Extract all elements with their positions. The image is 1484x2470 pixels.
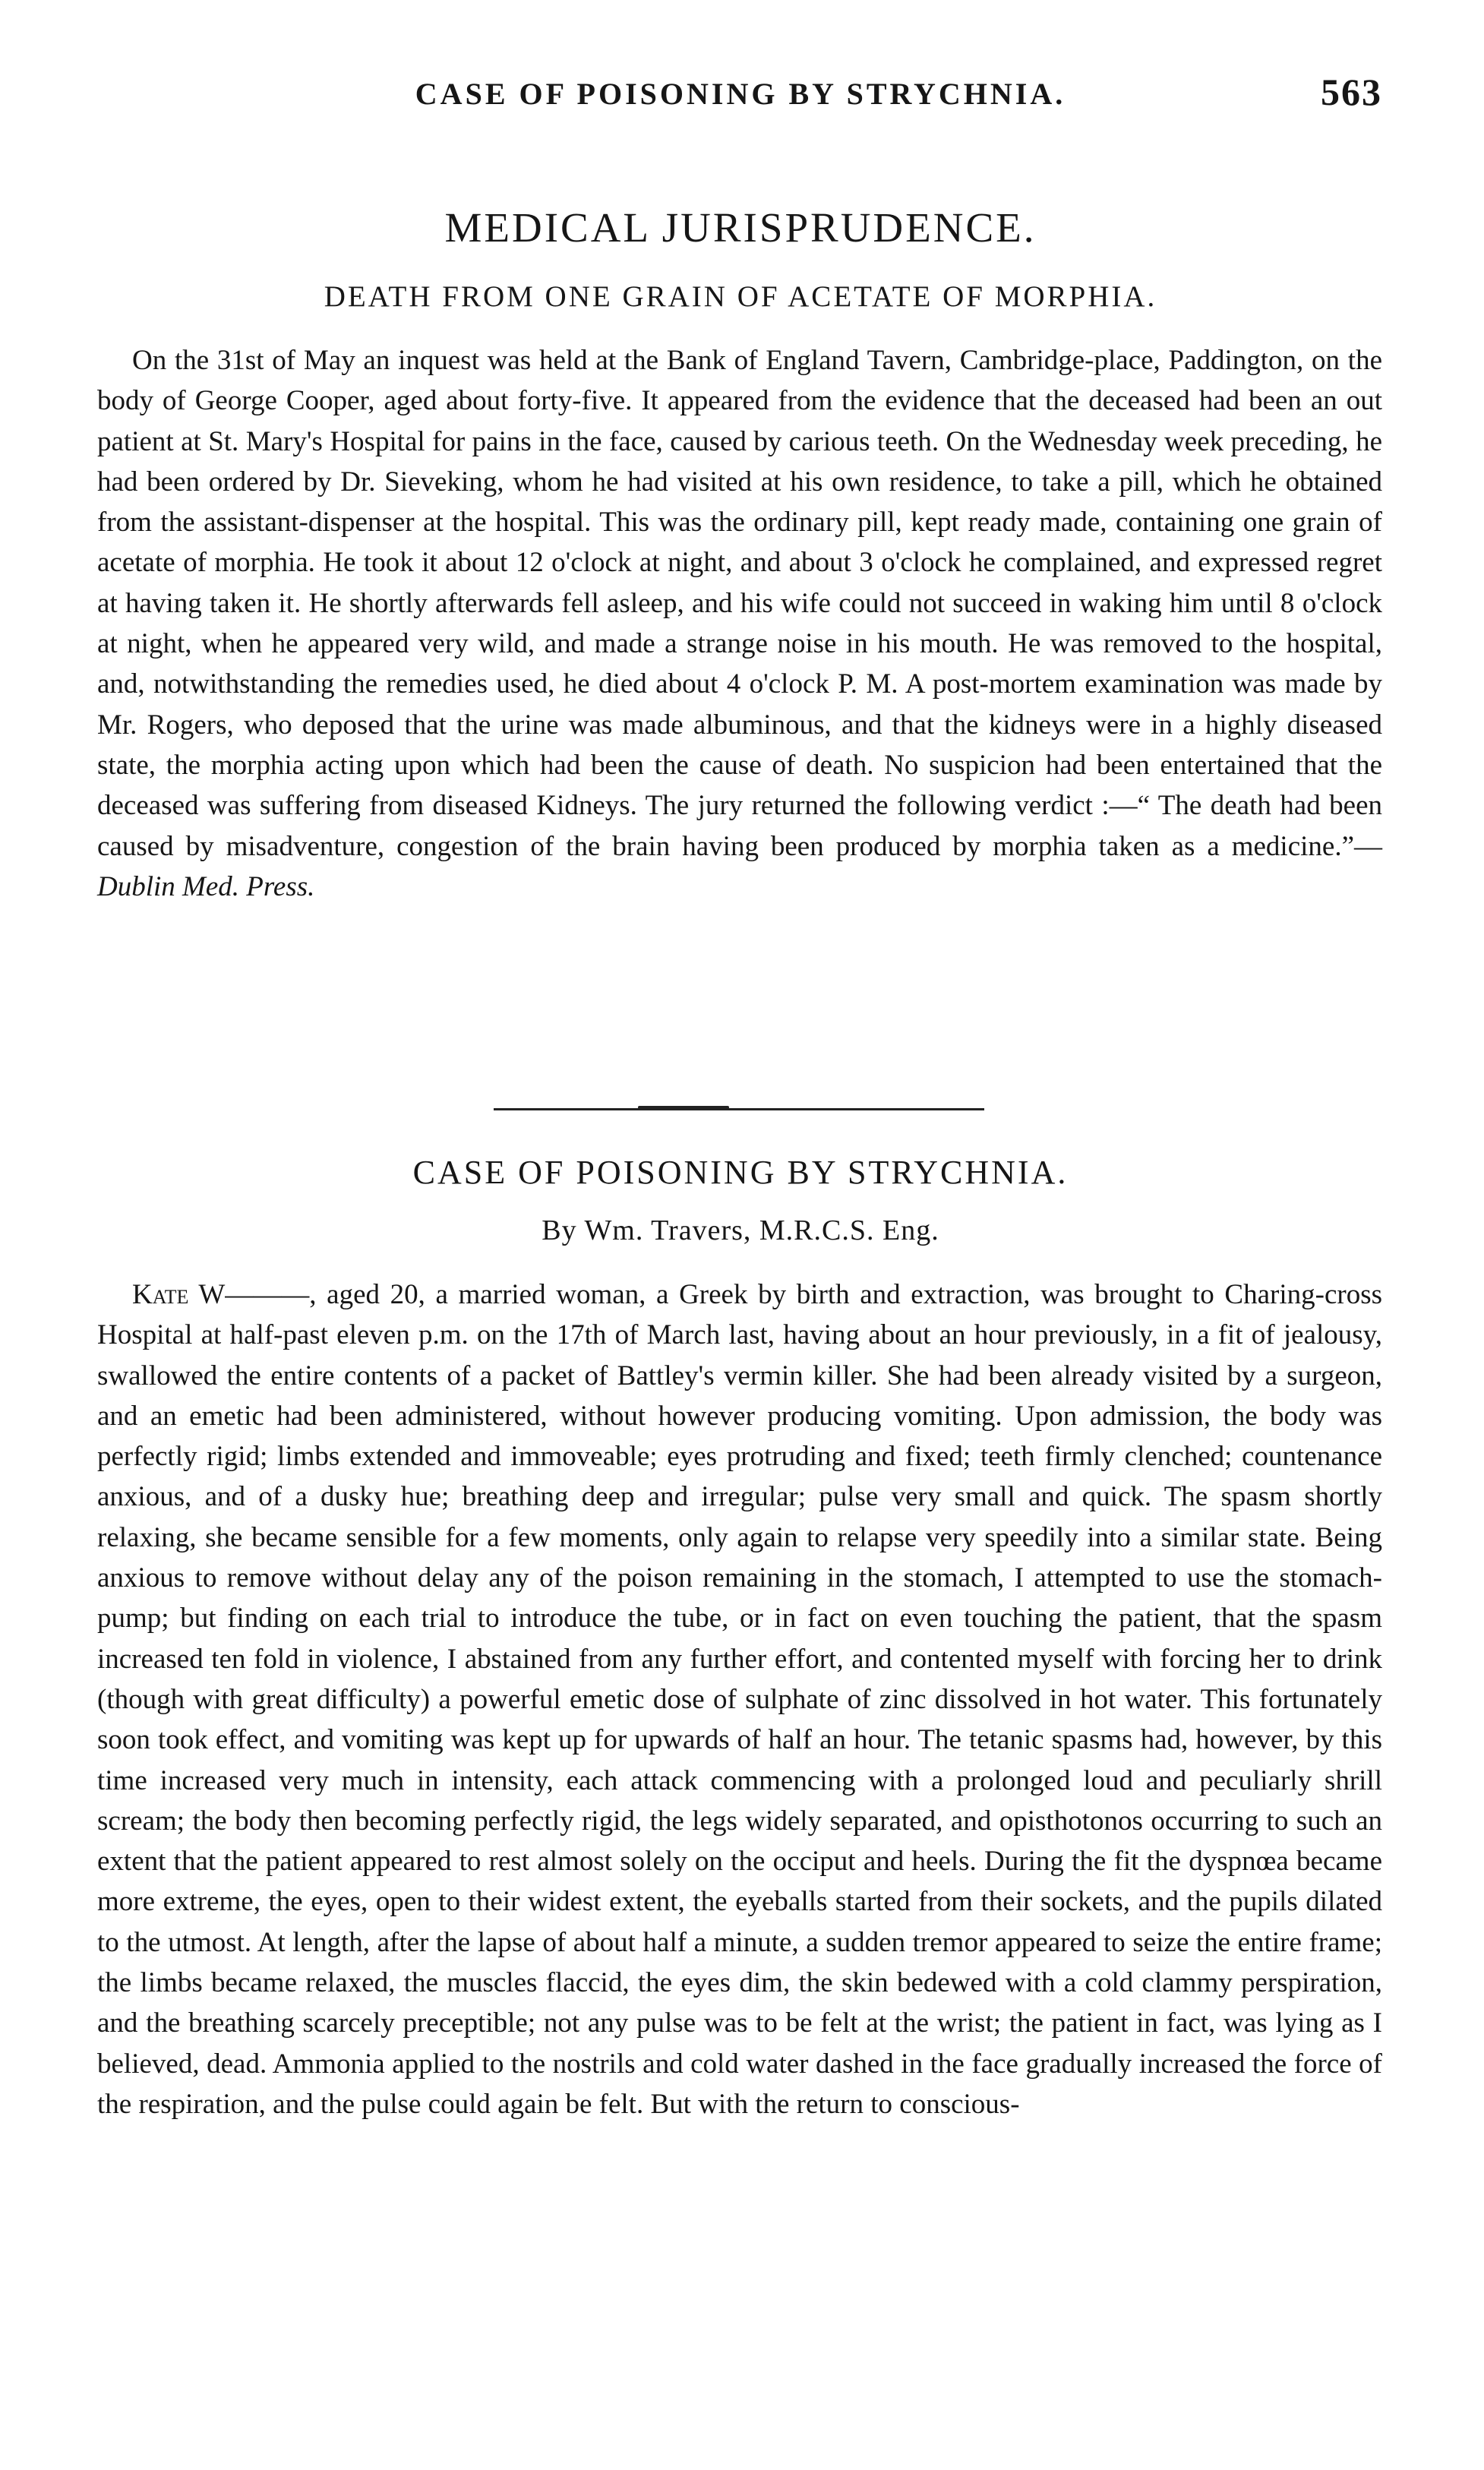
section-divider	[494, 1108, 984, 1110]
section-heading: MEDICAL JURISPRUDENCE.	[444, 204, 1037, 251]
article-title-strychnia: CASE OF POISONING BY STRYCHNIA.	[412, 1154, 1069, 1191]
paragraph-text: On the 31st of May an inquest was held at the Bank of England Tavern, Cambridge-place, Paddington, on the body of George Cooper, aged about forty-five. It appeared from the evidence that the deceased had been an out patient at St. Mary's Hospital for pains in the face, caused by carious teeth. On the Wednesday week preceding, he had been ordered by Dr. Sieveking, whom he had visited at his own residence, to take a pill, which he obtained from the assistant-dispenser at the hospital. This was the ordinary pill, kept ready made, containing one grain of acetate of morphia. He took it about 12 o'clock at night, and about 3 o'clock he complained, and expressed regret at having taken it. He shortly afterwards fell asleep, and his wife could not succeed in waking him until 8 o'clock at night, when he appeared very wild, and made a strange noise in his mouth. He was removed to the hospital, and, notwithstanding the remedies used, he died about 4 o'clock P. M. A post-mortem examination was made by Mr. Rogers, who deposed that the urine was made albuminous, and that the kidneys were in a highly diseased state, the morphia acting upon which had been the cause of death. No suspicion had been entertained that the deceased was suffering from diseased Kidneys. The jury returned the following verdict :—“ The death had been caused by misadventure, congestion of the brain having been produced by morphia taken as a medicine.”—	[97, 345, 1382, 862]
running-title: CASE OF POISONING BY STRYCHNIA.	[415, 77, 1066, 111]
article-body-morphia	[97, 340, 1382, 907]
byline: By Wm. Travers, M.R.C.S. Eng.	[542, 1214, 939, 1246]
page-number: 563	[1321, 71, 1382, 113]
paragraph	[97, 340, 1382, 907]
running-head	[99, 70, 1382, 123]
article-title-morphia: DEATH FROM ONE GRAIN OF ACETATE OF MORPHIA.	[324, 280, 1157, 313]
article-body-strychnia	[97, 1274, 1382, 2124]
paragraph-text: , aged 20, a married woman, a Greek by birth and extraction, was brought to Charing-cross Hospital at half-past eleven p.m. on the 17th of March last, having about an hour previously, in a fit of jealousy, swallowed the entire contents of a packet of Battley's vermin killer. She had been already visited by a surgeon, and an emetic had been administered, without however producing vomiting. Upon admission, the body was perfectly rigid; limbs extended and immoveable; eyes protruding and fixed; teeth firmly clenched; countenance anxious, and of a dusky hue; breathing deep and irregular; pulse very small and quick. The spasm shortly relaxing, she became sensible for a few moments, only again to relapse very speedily into a similar state. Being anxious to remove without delay any of the poison remaining in the stomach, I attempted to use the stomach-pump; but finding on each trial to introduce the tube, or in fact on even touching the patient, that the spasm increased ten fold in violence, I abstained from any further effort, and contented myself with forcing her to drink (though with great difficulty) a powerful emetic dose of sulphate of zinc dissolved in hot water. This fortunately soon took effect, and vomiting was kept up for upwards of half an hour. The tetanic spasms had, however, by this time increased very much in intensity, each attack commencing with a prolonged loud and peculiarly shrill scream; the body then becoming perfectly rigid, the legs widely separated, and opisthotonos occurring to such an extent that the patient appeared to rest almost solely on the occiput and heels. During the fit the dyspnœa became more extreme, the eyes, open to their widest extent, the eyeballs started from their sockets, and the pupils dilated to the utmost. At length, after the lapse of about half a minute, a sudden tremor appeared to seize the entire frame; the limbs became relaxed, the muscles flaccid, the eyes dim, the skin bedewed with a cold clammy perspiration, and the breathing scarcely preceptible; not any pulse was to be felt at the wrist; the patient in fact, was lying as I believed, dead. Ammonia applied to the nostrils and cold water dashed in the face gradually increased the force of the respiration, and the pulse could again be felt. But with the return to conscious-	[97, 1279, 1382, 2120]
source-citation: Dublin Med. Press.	[97, 870, 315, 902]
section-divider-ornament	[638, 1106, 729, 1109]
paragraph	[97, 1274, 1382, 2124]
patient-name: Kate W———	[132, 1279, 310, 1310]
